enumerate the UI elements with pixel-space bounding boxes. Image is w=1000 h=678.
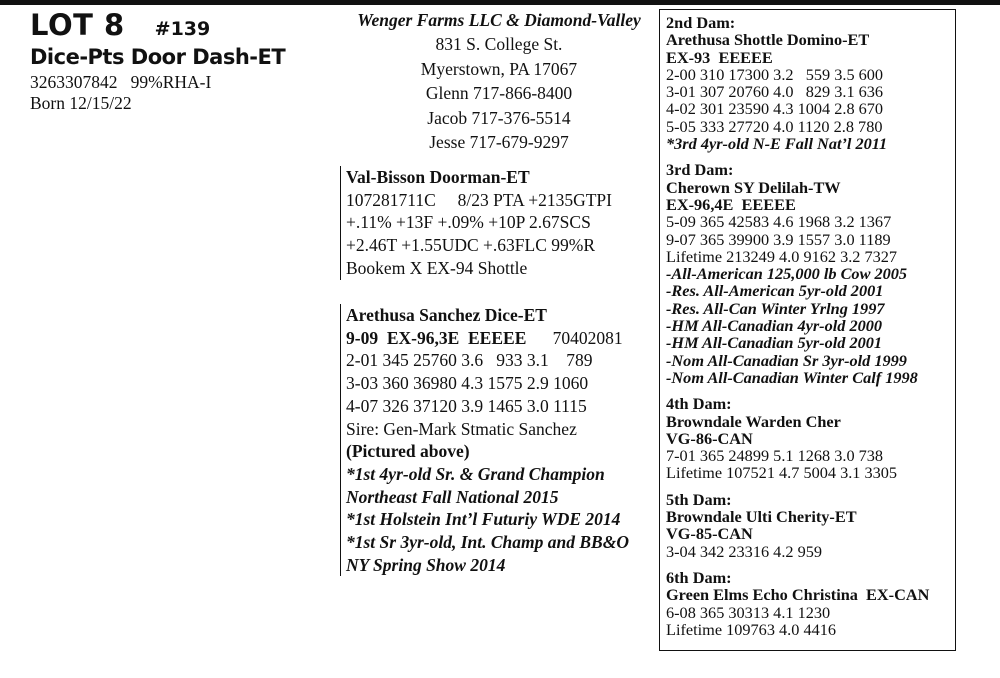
seller-line: Myerstown, PA 17067 — [420, 58, 578, 79]
dam-sire: Sire: Gen-Mark Stmatic Sanchez — [346, 418, 577, 439]
dam-record: 4-07 326 37120 3.9 1465 3.0 1115 — [346, 395, 587, 416]
dam-name: Arethusa Sanchez Dice-ET — [346, 305, 547, 325]
seller-farm: Wenger Farms LLC & Diamond-Valley — [357, 10, 641, 30]
ancestor-name: Cherown SY Delilah-TW — [666, 177, 841, 197]
ancestor-name: Browndale Warden Cher — [666, 411, 841, 431]
dam-honor: *1st Holstein Int’l Futuriy WDE 2014 — [346, 509, 621, 530]
second-dam-section — [666, 14, 950, 152]
dam-honor: Northeast Fall National 2015 — [346, 486, 559, 507]
ancestor-honor: -All-American 125,000 lb Cow 2005 — [666, 264, 908, 284]
ancestor-record: 9-07 365 39900 3.9 1557 3.0 1189 — [666, 229, 891, 249]
ancestor-classification: EX-93 EEEEE — [666, 47, 773, 67]
sire-line: 107281711C 8/23 PTA +2135GTPI — [346, 189, 612, 210]
ancestor-honor: -Nom All-Canadian Winter Calf 1998 — [666, 367, 918, 387]
ancestor-honor: -Res. All-American 5yr-old 2001 — [666, 281, 884, 301]
ancestor-honor: *3rd 4yr-old N-E Fall Nat’l 2011 — [666, 134, 888, 154]
ancestor-record: Lifetime 109763 4.0 4416 — [666, 619, 837, 639]
ancestor-record: 4-02 301 23590 4.3 1004 2.8 670 — [666, 99, 884, 119]
seller-line: Jesse 717-679-9297 — [429, 132, 569, 153]
maternal-pedigree-box — [659, 9, 956, 651]
ancestor-record: 2-00 310 17300 3.2 559 3.5 600 — [666, 64, 884, 84]
top-rule — [0, 0, 1000, 5]
lot-title-line — [30, 8, 330, 42]
cow-name: Dice-Pts Door Dash-ET — [30, 45, 286, 69]
seller-info — [340, 8, 658, 154]
ancestor-classification: EX-96,4E EEEEE — [666, 194, 796, 214]
ancestor-honor: -HM All-Canadian 4yr-old 2000 — [666, 316, 883, 336]
sire-block — [340, 166, 664, 280]
seller-line: Jacob 717-376-5514 — [427, 107, 571, 128]
ancestor-record: Lifetime 213249 4.0 9162 3.2 7327 — [666, 246, 898, 266]
section-heading: 6th Dam: — [666, 567, 732, 587]
birth-date: Born 12/15/22 — [30, 93, 132, 113]
ancestor-record: 3-04 342 23316 4.2 959 — [666, 541, 823, 561]
ancestor-honor: -HM All-Canadian 5yr-old 2001 — [666, 333, 883, 353]
registration-info: 3263307842 99%RHA-I — [30, 72, 212, 92]
ancestor-record: 6-08 365 30313 4.1 1230 — [666, 602, 831, 622]
dam-honor: NY Spring Show 2014 — [346, 554, 506, 575]
fourth-dam-section — [666, 395, 950, 481]
consignor-and-pedigree — [340, 8, 658, 575]
section-heading: 3rd Dam: — [666, 160, 734, 180]
third-dam-section — [666, 161, 950, 386]
dam-registration: 70402081 — [552, 327, 623, 348]
dam-record: 3-03 360 36980 4.3 1575 2.9 1060 — [346, 373, 589, 394]
dam-record: 2-01 345 25760 3.6 933 3.1 789 — [346, 350, 593, 371]
lot-header — [30, 8, 330, 114]
dam-classification-line — [346, 327, 664, 350]
ancestor-record: 5-09 365 42583 4.6 1968 3.2 1367 — [666, 212, 892, 232]
ancestor-record: 5-05 333 27720 4.0 1120 2.8 780 — [666, 116, 883, 136]
ancestor-classification: VG-86-CAN — [666, 428, 753, 448]
ancestor-name: Green Elms Echo Christina EX-CAN — [666, 585, 930, 605]
section-heading: 2nd Dam: — [666, 13, 736, 32]
ancestor-name: Browndale Ulti Cherity-ET — [666, 507, 857, 527]
dam-honor: *1st Sr 3yr-old, Int. Champ and BB&O — [346, 532, 629, 553]
ancestor-honor: -Res. All-Can Winter Yrlng 1997 — [666, 298, 885, 318]
section-heading: 5th Dam: — [666, 489, 732, 509]
seller-line: 831 S. College St. — [435, 34, 563, 55]
dam-pictured-note: (Pictured above) — [346, 441, 470, 462]
ancestor-classification: VG-85-CAN — [666, 524, 753, 544]
ancestor-record: 3-01 307 20760 4.0 829 3.1 636 — [666, 82, 884, 102]
seller-line: Glenn 717-866-8400 — [425, 83, 573, 104]
fifth-dam-section — [666, 491, 950, 560]
sixth-dam-section — [666, 569, 950, 638]
lot-label: LOT 8 — [30, 8, 125, 42]
section-heading: 4th Dam: — [666, 394, 732, 414]
ancestor-record: 7-01 365 24899 5.1 1268 3.0 738 — [666, 446, 884, 466]
ancestor-name: Arethusa Shottle Domino-ET — [666, 30, 870, 50]
sire-line: Bookem X EX-94 Shottle — [346, 257, 528, 278]
dam-classification: 9-09 EX-96,3E EEEEE — [346, 327, 527, 348]
sire-line: +2.46T +1.55UDC +.63FLC 99%R — [346, 235, 596, 256]
sire-line: +.11% +13F +.09% +10P 2.67SCS — [346, 212, 591, 233]
dam-honor: *1st 4yr-old Sr. & Grand Champion — [346, 463, 605, 484]
sire-name: Val-Bisson Doorman-ET — [346, 167, 530, 187]
dam-block — [340, 304, 664, 576]
lot-number: #139 — [154, 18, 211, 40]
ancestor-honor: -Nom All-Canadian Sr 3yr-old 1999 — [666, 350, 907, 370]
ancestor-record: Lifetime 107521 4.7 5004 3.1 3305 — [666, 463, 898, 483]
